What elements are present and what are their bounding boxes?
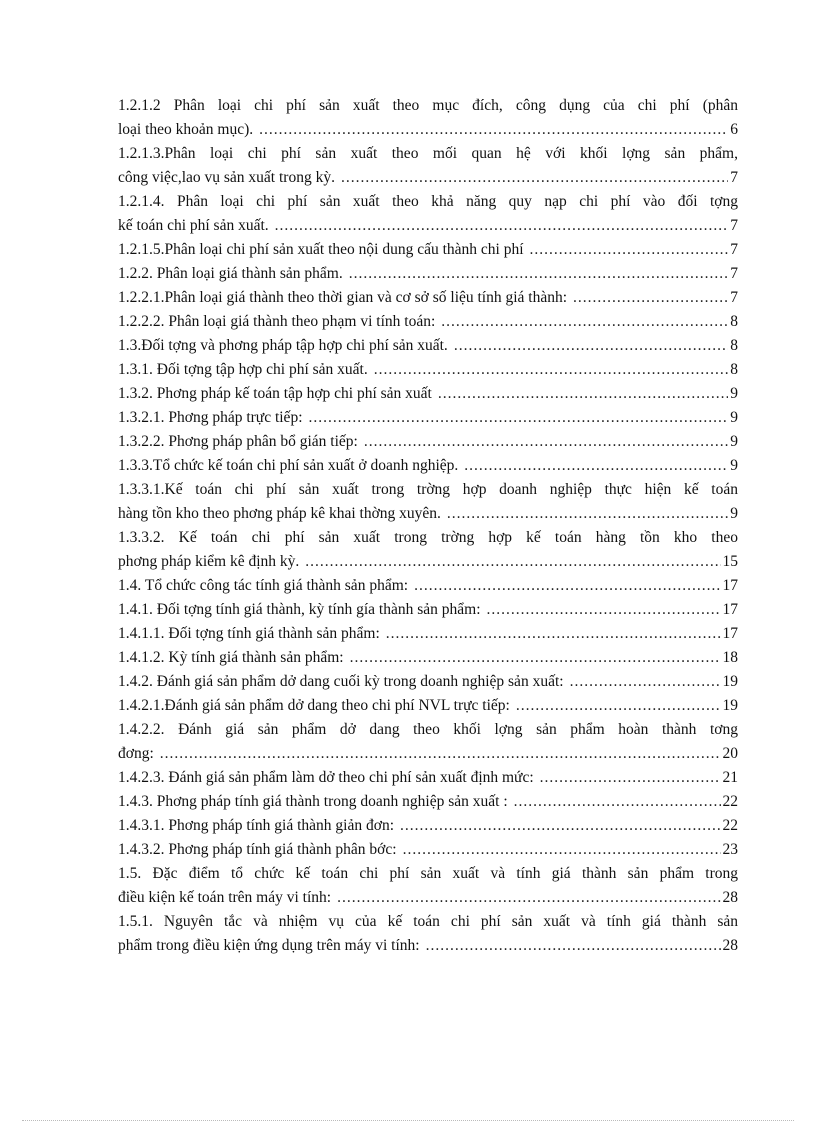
dot-leader — [374, 358, 729, 382]
toc-entry[interactable] — [118, 406, 738, 430]
dot-leader — [516, 694, 721, 718]
dot-leader — [570, 670, 721, 694]
toc-entry[interactable] — [118, 910, 738, 958]
toc-entry-text: công việc,lao vụ sản xuất trong kỳ. — [118, 169, 335, 186]
dot-leader — [309, 406, 729, 430]
toc-entry-text: điều kiện kế toán trên máy vi tính: — [118, 889, 332, 906]
toc-entry[interactable] — [118, 190, 738, 238]
toc-entry-text: 1.2.1.2 Phân loại chi phí sản xuất theo mục đích, công dụng của chi phí (phân — [118, 97, 738, 114]
toc-entry[interactable] — [118, 358, 738, 382]
toc-entry[interactable] — [118, 766, 738, 790]
toc-entry-text: 1.3.2.1. Phơng pháp trực tiếp: — [118, 409, 303, 426]
dot-leader — [259, 118, 728, 142]
toc-entry[interactable] — [118, 598, 738, 622]
toc-entry[interactable] — [118, 454, 738, 478]
dot-leader — [414, 574, 720, 598]
toc-entry[interactable] — [118, 718, 738, 766]
toc-page-number: 9 — [730, 433, 738, 450]
dot-leader — [441, 310, 728, 334]
toc-page-number: 22 — [722, 793, 738, 810]
toc-page-number: 21 — [722, 769, 738, 786]
toc-page-number: 7 — [730, 289, 738, 306]
dot-leader — [530, 238, 729, 262]
toc-entry-text: loại theo khoản mục). — [118, 121, 254, 138]
toc-entry-text: 1.3.2. Phơng pháp kế toán tập hợp chi phí sản xuất — [118, 385, 432, 402]
toc-page-number: 19 — [722, 673, 738, 690]
toc-entry[interactable] — [118, 286, 738, 310]
toc-page-number: 8 — [730, 313, 738, 330]
toc-entry-text: 1.4.2. Đánh giá sản phẩm dở dang cuối kỳ trong doanh nghiệp sản xuất: — [118, 673, 564, 690]
toc-entry[interactable] — [118, 670, 738, 694]
toc-entry[interactable] — [118, 694, 738, 718]
toc-entry-text: 1.2.1.3.Phân loại chi phí sản xuất theo mối quan hệ với khối lợng sản phẩm, — [118, 145, 738, 162]
dot-leader — [364, 430, 728, 454]
toc-page-number: 18 — [722, 649, 738, 666]
toc-page-number: 20 — [722, 745, 738, 762]
table-of-contents — [118, 94, 738, 958]
toc-entry-text: phơng pháp kiểm kê định kỳ. — [118, 553, 300, 570]
toc-entry-text: đơng: — [118, 745, 154, 762]
toc-page-number: 9 — [730, 457, 738, 474]
toc-entry-text: phẩm trong điều kiện ứng dụng trên máy vi tính: — [118, 937, 420, 954]
toc-entry-text: 1.4.3.2. Phơng pháp tính giá thành phân bớc: — [118, 841, 397, 858]
dot-leader — [573, 286, 728, 310]
toc-entry[interactable] — [118, 382, 738, 406]
toc-entry-text: 1.2.2.1.Phân loại giá thành theo thời gian và cơ sở số liệu tính giá thành: — [118, 289, 568, 306]
toc-page-number: 7 — [730, 169, 738, 186]
toc-entry[interactable] — [118, 478, 738, 526]
toc-entry-text: 1.2.2.2. Phân loại giá thành theo phạm vi tính toán: — [118, 313, 436, 330]
toc-page-number: 9 — [730, 385, 738, 402]
toc-entry-text: 1.4.3. Phơng pháp tính giá thành trong doanh nghiệp sản xuất : — [118, 793, 508, 810]
toc-page-number: 19 — [722, 697, 738, 714]
toc-entry[interactable] — [118, 646, 738, 670]
toc-entry-text: 1.2.2. Phân loại giá thành sản phẩm. — [118, 265, 343, 282]
dot-leader — [400, 814, 721, 838]
dot-leader — [438, 382, 728, 406]
dot-leader — [337, 886, 720, 910]
dot-leader — [514, 790, 721, 814]
dot-leader — [350, 646, 721, 670]
toc-entry-text: 1.3.2.2. Phơng pháp phân bổ gián tiếp: — [118, 433, 358, 450]
toc-entry-text: 1.2.1.5.Phân loại chi phí sản xuất theo nội dung cấu thành chi phí — [118, 241, 524, 258]
toc-entry-text: 1.3.3.1.Kế toán chi phí sản xuất trong trờng hợp doanh nghiệp thực hiện kế toán — [118, 481, 738, 498]
toc-entry-text: 1.4.1.1. Đối tợng tính giá thành sản phẩm: — [118, 625, 380, 642]
dot-leader — [487, 598, 721, 622]
toc-page-number: 7 — [730, 265, 738, 282]
toc-entry-text: 1.4.2.2. Đánh giá sản phẩm dở dang theo khối lợng sản phẩm hoàn thành tơng — [118, 721, 738, 738]
toc-entry-text: 1.4.2.3. Đánh giá sản phẩm làm dở theo chi phí sản xuất định mức: — [118, 769, 534, 786]
toc-page-number: 28 — [722, 937, 738, 954]
dot-leader — [305, 550, 720, 574]
toc-entry[interactable] — [118, 142, 738, 190]
toc-entry-text: hàng tồn kho theo phơng pháp kê khai thờng xuyên. — [118, 505, 441, 522]
toc-entry[interactable] — [118, 310, 738, 334]
toc-entry-text: 1.3.3.2. Kế toán chi phí sản xuất trong trờng hợp kế toán hàng tồn kho theo — [118, 529, 738, 546]
toc-entry[interactable] — [118, 262, 738, 286]
toc-entry[interactable] — [118, 526, 738, 574]
toc-page-number: 7 — [730, 217, 738, 234]
dot-leader — [454, 334, 728, 358]
toc-entry[interactable] — [118, 622, 738, 646]
toc-entry[interactable] — [118, 430, 738, 454]
dot-leader — [341, 166, 728, 190]
toc-entry-text: 1.5.1. Nguyên tắc và nhiệm vụ của kế toán chi phí sản xuất và tính giá thành sản — [118, 913, 738, 930]
toc-page-number: 8 — [730, 337, 738, 354]
toc-page-number: 28 — [722, 889, 738, 906]
toc-entry[interactable] — [118, 814, 738, 838]
dot-leader — [403, 838, 721, 862]
toc-entry-text: 1.3.1. Đối tợng tập hợp chi phí sản xuất. — [118, 361, 368, 378]
toc-page-number: 7 — [730, 241, 738, 258]
toc-entry[interactable] — [118, 790, 738, 814]
dot-leader — [426, 934, 721, 958]
toc-page-number: 8 — [730, 361, 738, 378]
toc-entry-text: 1.3.3.Tổ chức kế toán chi phí sản xuất ở doanh nghiệp. — [118, 457, 459, 474]
dot-leader — [447, 502, 728, 526]
toc-page-number: 6 — [730, 121, 738, 138]
toc-entry[interactable] — [118, 334, 738, 358]
toc-entry-text: 1.2.1.4. Phân loại chi phí sản xuất theo khả năng quy nạp chi phí vào đối tợng — [118, 193, 738, 210]
toc-entry-text: kế toán chi phí sản xuất. — [118, 217, 269, 234]
toc-entry-text: 1.4.1.2. Kỳ tính giá thành sản phẩm: — [118, 649, 344, 666]
toc-page-number: 15 — [722, 553, 738, 570]
toc-entry-text: 1.4. Tổ chức công tác tính giá thành sản phẩm: — [118, 577, 409, 594]
toc-entry-text: 1.3.Đối tợng và phơng pháp tập hợp chi phí sản xuất. — [118, 337, 448, 354]
toc-page-number: 17 — [722, 577, 738, 594]
toc-page-number: 17 — [722, 601, 738, 618]
dot-leader — [275, 214, 729, 238]
dot-leader — [160, 742, 721, 766]
toc-entry-text: 1.5. Đặc điểm tổ chức kế toán chi phí sản xuất và tính giá thành sản phẩm trong — [118, 865, 738, 882]
toc-entry-text: 1.4.2.1.Đánh giá sản phẩm dở dang theo chi phí NVL trực tiếp: — [118, 697, 510, 714]
toc-page-number: 9 — [730, 505, 738, 522]
toc-entry[interactable] — [118, 862, 738, 910]
toc-entry[interactable] — [118, 238, 738, 262]
toc-page-number: 17 — [722, 625, 738, 642]
toc-page-number: 9 — [730, 409, 738, 426]
toc-entry-text: 1.4.3.1. Phơng pháp tính giá thành giản đơn: — [118, 817, 394, 834]
toc-entry-text: 1.4.1. Đối tợng tính giá thành, kỳ tính gía thành sản phẩm: — [118, 601, 481, 618]
toc-entry[interactable] — [118, 574, 738, 598]
toc-page-number: 23 — [722, 841, 738, 858]
toc-page-number: 22 — [722, 817, 738, 834]
toc-entry[interactable] — [118, 94, 738, 142]
page-bottom-divider — [22, 1120, 794, 1121]
toc-entry[interactable] — [118, 838, 738, 862]
dot-leader — [540, 766, 721, 790]
dot-leader — [349, 262, 729, 286]
dot-leader — [386, 622, 721, 646]
dot-leader — [464, 454, 728, 478]
